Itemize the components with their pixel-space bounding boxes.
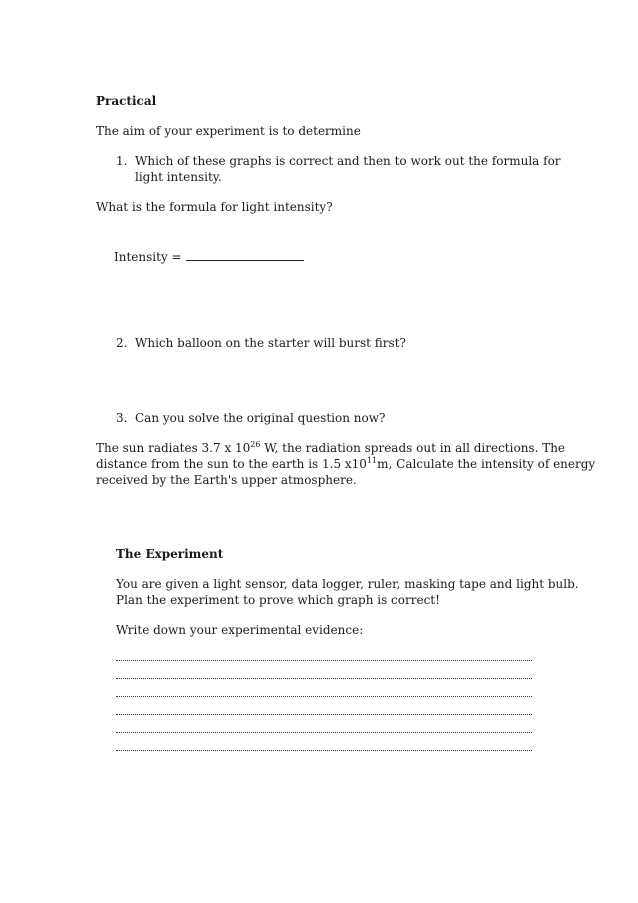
sun-exponent-11: 11 xyxy=(366,456,378,465)
evidence-line-6[interactable] xyxy=(116,750,532,751)
question-3-number: 3. xyxy=(116,411,128,425)
sun-problem-line-3: received by the Earth's upper atmosphere. xyxy=(96,473,357,487)
experiment-title: The Experiment xyxy=(116,547,224,561)
sun-line-1-a: The sun radiates 3.7 x 10 xyxy=(96,441,251,455)
evidence-prompt: Write down your experimental evidence: xyxy=(116,623,364,637)
sun-line-1-b: W, the radiation spreads out in all directions. The xyxy=(260,441,566,455)
evidence-line-1[interactable] xyxy=(116,660,532,661)
question-2-number: 2. xyxy=(116,336,128,350)
evidence-line-4[interactable] xyxy=(116,714,532,715)
question-3-text: Can you solve the original question now? xyxy=(135,411,386,425)
page-heading: Practical xyxy=(96,94,157,108)
formula-question: What is the formula for light intensity? xyxy=(96,200,333,214)
experiment-line-1: You are given a light sensor, data logger, ruler, masking tape and light bulb. xyxy=(116,577,579,591)
intensity-answer-blank[interactable] xyxy=(186,249,304,261)
experiment-line-2: Plan the experiment to prove which graph is correct! xyxy=(116,593,440,607)
question-1-line-1: Which of these graphs is correct and then to work out the formula for xyxy=(135,154,561,168)
intensity-formula-row xyxy=(114,248,304,266)
sun-exponent-26: 26 xyxy=(250,440,261,449)
evidence-line-3[interactable] xyxy=(116,696,532,697)
question-1-line-2: light intensity. xyxy=(135,170,222,184)
intensity-label: Intensity = xyxy=(114,250,182,264)
sun-line-2-b: m, Calculate the intensity of energy xyxy=(377,457,596,471)
question-1-number: 1. xyxy=(116,154,128,168)
aim-text: The aim of your experiment is to determine xyxy=(96,124,361,138)
evidence-line-2[interactable] xyxy=(116,678,532,679)
question-2-text: Which balloon on the starter will burst first? xyxy=(135,336,406,350)
evidence-line-5[interactable] xyxy=(116,732,532,733)
sun-line-2-a: distance from the sun to the earth is 1.5 x10 xyxy=(96,457,367,471)
